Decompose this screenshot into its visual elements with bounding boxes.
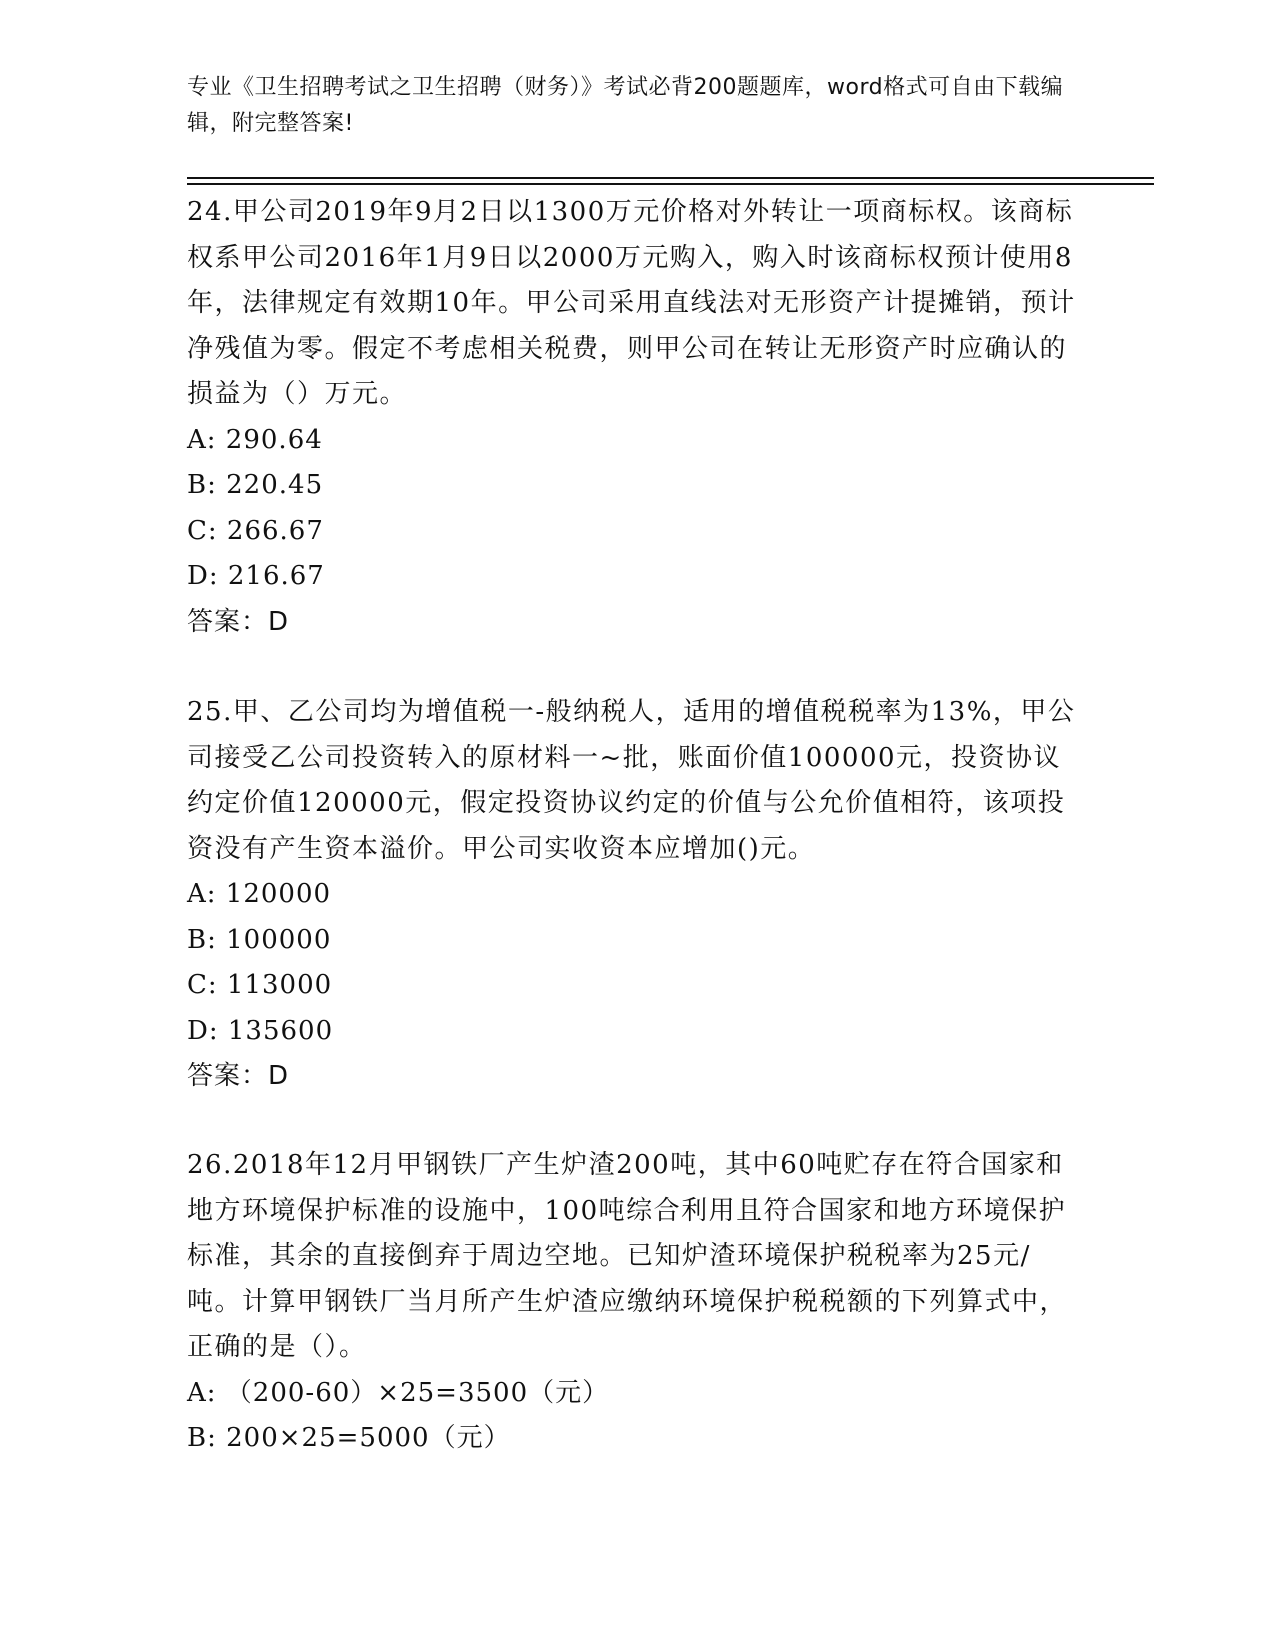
header-divider-top — [187, 177, 1154, 179]
option-b: B: 100000 — [187, 924, 332, 955]
question-25 — [187, 690, 1082, 1100]
option-d: D: 135600 — [187, 1015, 334, 1046]
option-c: C: 266.67 — [187, 515, 324, 546]
option-a: A: 120000 — [187, 879, 332, 909]
answer-line: 答案：D — [187, 606, 290, 637]
option-b: B: 220.45 — [187, 470, 324, 500]
question-26 — [187, 1143, 1082, 1462]
header-divider-bottom — [187, 183, 1154, 185]
option-a: A: 290.64 — [187, 424, 323, 455]
question-stem: 24.甲公司2019年9月2日以1300万元价格对外转让一项商标权。该商标权系甲公司2016年1月9日以2000万元购入，购入时该商标权预计使用8年，法律规定有效期10年。甲公司采用直线法对无形资产计提摊销，预计净残值为零。假定不考虑相关税费，则甲公司在转让无形资产时应确认的损益为（）万元。 — [187, 197, 1076, 409]
answer-line: 答案：D — [187, 1061, 290, 1091]
option-d: D: 216.67 — [187, 561, 325, 591]
document-header: 专业《卫生招聘考试之卫生招聘（财务）》考试必背200题题库，word格式可自由下载编辑，附完整答案! — [187, 75, 1064, 136]
question-stem: 26.2018年12月甲钢铁厂产生炉渣200吨，其中60吨贮存在符合国家和地方环境保护标准的设施中，100吨综合利用且符合国家和地方环境保护标准，其余的直接倒弃于周边空地。已知炉渣环境保护税税率为25元/吨。计算甲钢铁厂当月所产生炉渣应缴纳环境保护税税额的下列算式中，正确的是（）。 — [187, 1150, 1068, 1362]
option-c: C: 113000 — [187, 970, 333, 1000]
question-stem: 25.甲、乙公司均为增值税一-般纳税人，适用的增值税税率为13%，甲公司接受乙公司投资转入的原材料一~批，账面价值100000元，投资协议约定价值120000元，假定投资协议约定的价值与公允价值相符，该项投资没有产生资本溢价。甲公司实收资本应增加()元。 — [187, 697, 1076, 864]
option-a: A: （200-60）×25=3500（元） — [187, 1377, 610, 1408]
option-b: B: 200×25=5000（元） — [187, 1423, 511, 1453]
question-24 — [187, 190, 1082, 645]
